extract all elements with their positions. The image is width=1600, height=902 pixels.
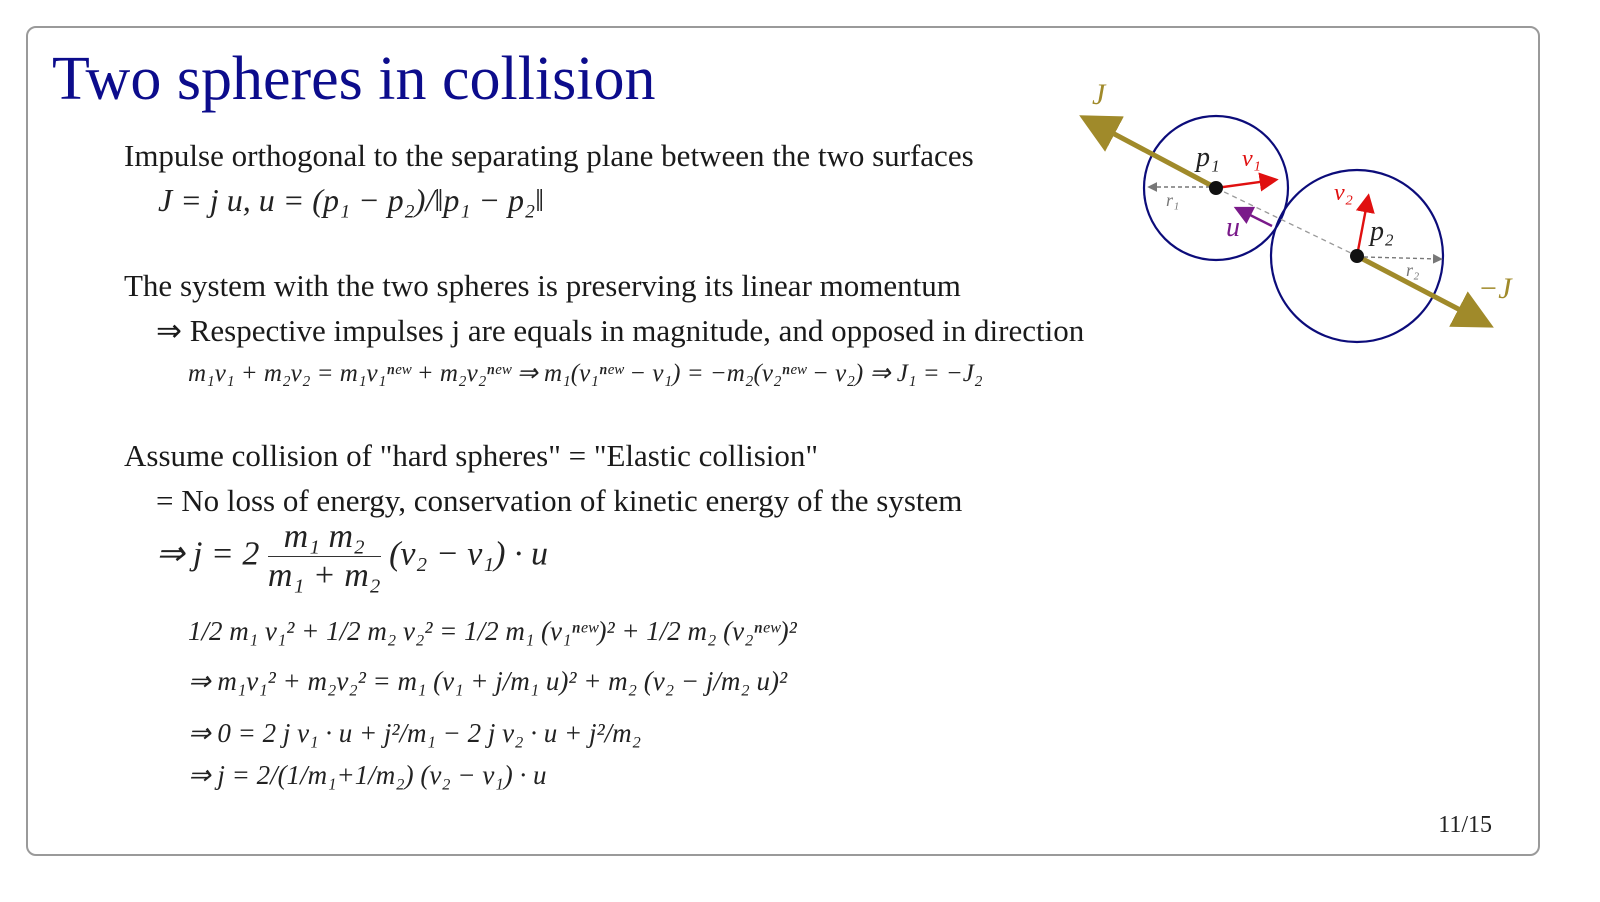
label-J: J xyxy=(1092,78,1106,111)
velocity-v1-arrow xyxy=(1216,180,1274,188)
label-p1: p₁ xyxy=(1196,142,1220,173)
collision-diagram xyxy=(1060,70,1540,360)
center-p1 xyxy=(1209,181,1223,195)
impulse-description: Impulse orthogonal to the separating plane between the two surfaces xyxy=(124,138,974,173)
derivation-line-4: ⇒ j = 2/(1/m₁+1/m₂) (v₂ − v₁) · u xyxy=(188,760,547,790)
label-v2: v₂ xyxy=(1334,180,1353,206)
impulse-result-fraction xyxy=(268,518,381,595)
label-u: u xyxy=(1226,212,1240,243)
label-minus-J: −J xyxy=(1478,272,1512,305)
derivation-line-2: ⇒ m₁v₁² + m₂v₂² = m₁ (v₁ + j/m₁ u)² + m₂ (v₂ − j/m₂ u)² xyxy=(188,666,788,696)
impulse-result-suffix: (v₂ − v₁) · u xyxy=(389,535,549,573)
elastic-description: Assume collision of "hard spheres" = "Elastic collision" xyxy=(124,438,819,473)
derivation-line-1: 1/2 m₁ v₁² + 1/2 m₂ v₂² = 1/2 m₁ (v₁ⁿᵉʷ)² + 1/2 m₂ (v₂ⁿᵉʷ)² xyxy=(188,616,797,646)
impulse-result xyxy=(156,518,548,595)
impulse-result-numerator: m₁ m₂ xyxy=(268,518,381,557)
derivation-line-3: ⇒ 0 = 2 j v₁ · u + j²/m₁ − 2 j v₂ · u + j²/m₂ xyxy=(188,718,641,748)
center-p2 xyxy=(1350,249,1364,263)
radius-r2-arrow xyxy=(1364,257,1440,259)
slide-title: Two spheres in collision xyxy=(52,45,656,113)
momentum-description: The system with the two spheres is preserving its linear momentum xyxy=(124,268,961,303)
impulse-result-prefix: ⇒ j = 2 xyxy=(156,535,260,573)
u-vector-arrow xyxy=(1238,209,1272,226)
label-r1: r₁ xyxy=(1166,190,1180,210)
velocity-v2-arrow xyxy=(1357,198,1368,256)
impulse-formula: J = j u, u = (p₁ − p₂)/‖p₁ − p₂‖ xyxy=(158,182,545,218)
label-r2: r₂ xyxy=(1406,260,1420,280)
momentum-implication: ⇒ Respective impulses j are equals in magnitude, and opposed in direction xyxy=(156,313,1085,348)
energy-conservation: = No loss of energy, conservation of kinetic energy of the system xyxy=(156,483,963,518)
label-v1: v₁ xyxy=(1242,146,1261,172)
momentum-formula: m₁v₁ + m₂v₂ = m₁v₁ⁿᵉʷ + m₂v₂ⁿᵉʷ ⇒ m₁(v₁ⁿᵉʷ − v₁) = −m₂(v₂ⁿᵉʷ − v₂) ⇒ J₁ = −J₂ xyxy=(188,360,983,387)
page-number: 11/15 xyxy=(1438,812,1492,838)
impulse-result-denominator: m₁ + m₂ xyxy=(267,557,381,594)
label-p2: p₂ xyxy=(1370,216,1394,247)
